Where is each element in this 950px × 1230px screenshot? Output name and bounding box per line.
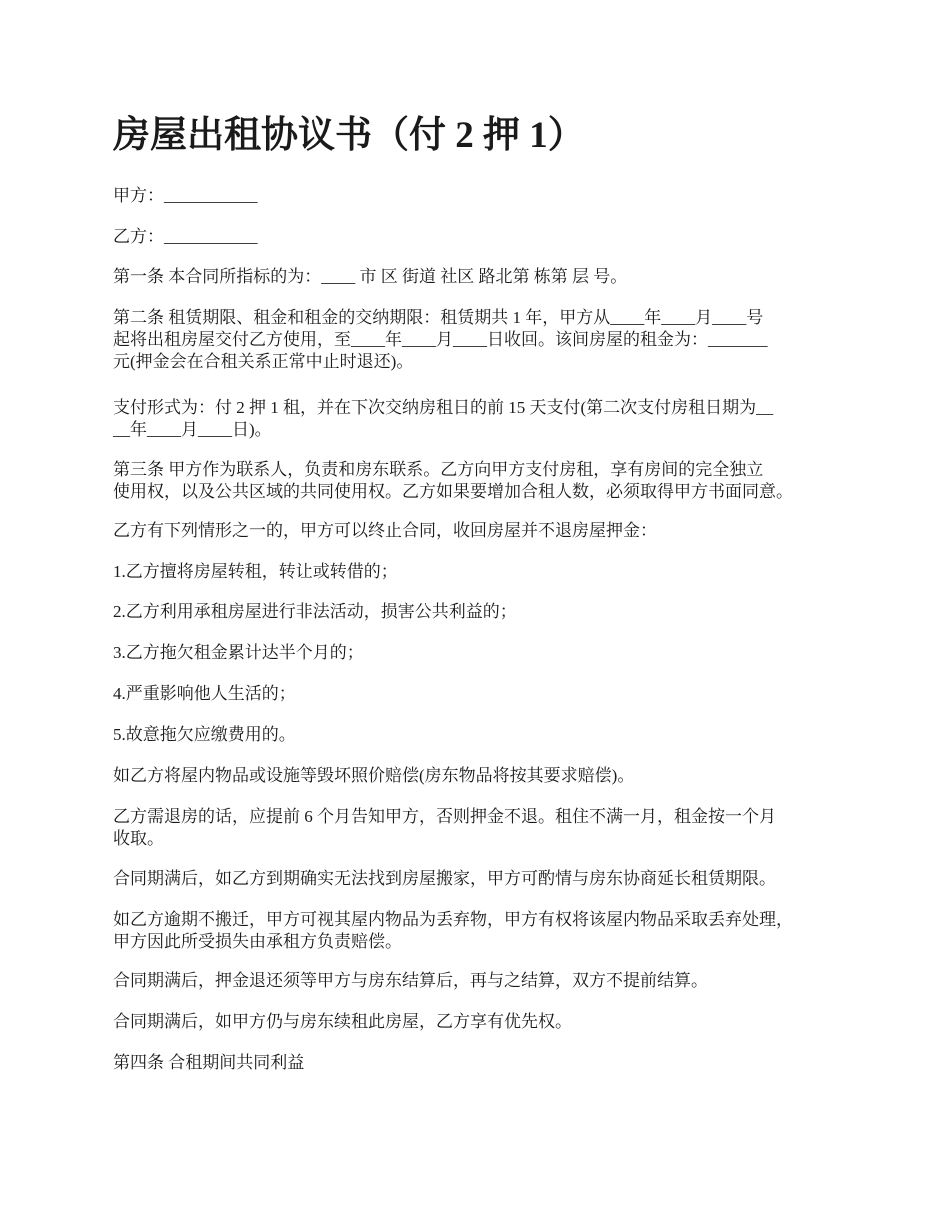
party-a-line: 甲方：___________ [113, 186, 258, 205]
termination-item-2: 2.乙方利用承租房屋进行非法活动，损害公共利益的； [113, 602, 517, 621]
article-2: 第二条 租赁期限、租金和租金的交纳期限：租赁期共 1 年，甲方从____年____月____号 起将出租房屋交付乙方使用，至____年____月____日收回。该间房屋的租金为：_______ 元(押金会在合租关系正常中止时退还)。 [113, 308, 768, 371]
termination-item-4: 4.严重影响他人生活的； [113, 684, 296, 703]
termination-intro: 乙方有下列情形之一的，甲方可以终止合同，收回房屋并不退房屋押金： [113, 521, 657, 540]
termination-item-1: 1.乙方擅将房屋转租，转让或转借的； [113, 562, 398, 581]
document-title: 房屋出租协议书（付 2 押 1） [113, 115, 585, 156]
overstay-clause: 如乙方逾期不搬迁，甲方可视其屋内物品为丢弃物，甲方有权将该屋内物品采取丢弃处理， 甲方因此所受损失由承租方负责赔偿。 [113, 910, 793, 951]
payment-terms: 支付形式为：付 2 押 1 租，并在下次交纳房租日的前 15 天支付(第二次支付房租日期为__ __年____月____日)。 [113, 398, 774, 439]
damage-clause: 如乙方将屋内物品或设施等毁坏照价赔偿(房东物品将按其要求赔偿)。 [113, 766, 635, 785]
extension-clause: 合同期满后，如乙方到期确实无法找到房屋搬家，甲方可酌情与房东协商延长租赁期限。 [113, 869, 776, 888]
article-1: 第一条 本合同所指标的为：____ 市 区 街道 社区 路北第 栋第 层 号。 [113, 267, 628, 286]
deposit-settlement-clause: 合同期满后，押金退还须等甲方与房东结算后，再与之结算，双方不提前结算。 [113, 971, 708, 990]
article-3: 第三条 甲方作为联系人，负责和房东联系。乙方向甲方支付房租，享有房间的完全独立 使用权，以及公共区域的共同使用权。乙方如果要增加合租人数，必须取得甲方书面同意。 [113, 460, 793, 501]
termination-item-3: 3.乙方拖欠租金累计达半个月的； [113, 643, 364, 662]
article-4-heading: 第四条 合租期间共同利益 [113, 1053, 305, 1072]
termination-item-5: 5.故意拖欠应缴费用的。 [113, 725, 296, 744]
party-b-line: 乙方：___________ [113, 227, 258, 246]
renewal-priority-clause: 合同期满后，如甲方仍与房东续租此房屋，乙方享有优先权。 [113, 1012, 572, 1031]
move-out-notice-clause: 乙方需退房的话，应提前 6 个月告知甲方，否则押金不退。租住不满一月，租金按一个月 收取。 [113, 807, 776, 848]
